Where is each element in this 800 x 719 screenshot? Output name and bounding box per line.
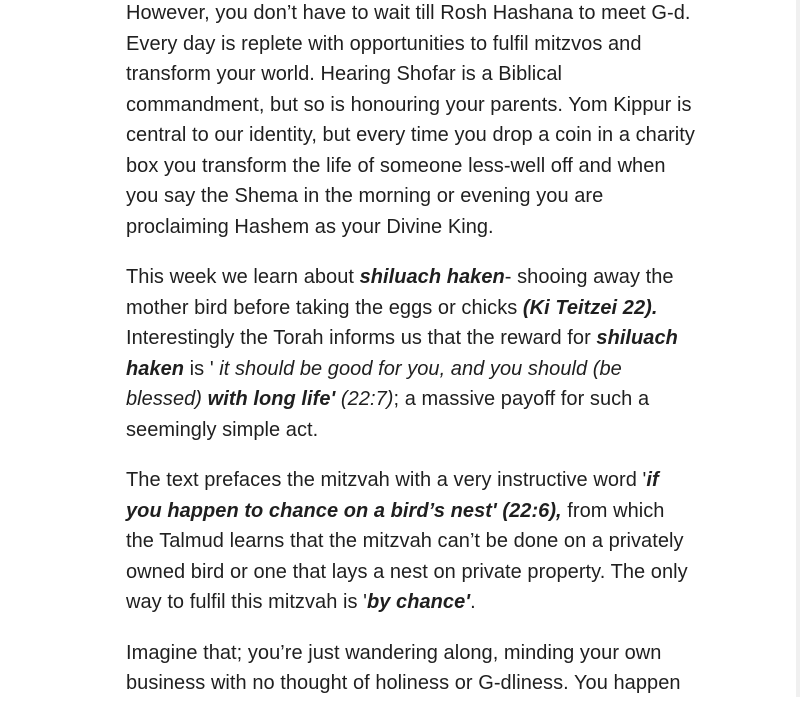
quote-birds-nest: if you happen to chance on a bird’s nest' (22:6),	[126, 469, 659, 522]
quote-reward: it should be good for you, and you should (be blessed)	[126, 357, 622, 410]
quote-long-life: with long life'	[207, 388, 336, 410]
text-run: from which the Talmud learns that the mitzvah can’t be done on a privately owned bird or one that lays a nest on private property. The only way to fulfil this mitzvah is '	[126, 499, 688, 613]
paragraph-text: Imagine that; you’re just wandering along, minding your own business with no thought of holiness or G-dliness. You happen	[126, 641, 681, 694]
citation-verse: (22:7)	[335, 388, 394, 410]
paragraph-shiluach-haken	[126, 262, 696, 445]
scrollbar[interactable]	[796, 0, 800, 697]
text-run: This week we learn about	[126, 266, 360, 288]
paragraph-imagine	[126, 638, 696, 699]
paragraph-rosh-hashana	[126, 0, 696, 242]
term-shiluach-haken: shiluach haken	[126, 327, 678, 380]
article-body	[126, 0, 696, 719]
term-shiluach-haken: shiluach haken	[359, 266, 505, 288]
text-run: .	[470, 591, 476, 613]
text-run: The text prefaces the mitzvah with a very instructive word '	[126, 469, 647, 491]
text-run: ; a massive payoff for such a seemingly simple act.	[126, 388, 650, 441]
quote-by-chance: by chance'	[367, 591, 471, 613]
text-run: - shooing away the mother bird before taking the eggs or chicks	[126, 266, 674, 319]
citation-ki-teitzei: (Ki Teitzei 22).	[522, 296, 658, 319]
paragraph-text: However, you don’t have to wait till Rosh Hashana to meet G-d. Every day is replete with opportunities to fulfil mitzvos and transform your world. Hearing Shofar is a Biblical commandment, but so is honouring your parents. Yom Kippur is central to our identity, but every time you drop a coin in a charity box you transform the life of someone less-well off and when you say the Shema in the morning or evening you are proclaiming Hashem as your Divine King.	[126, 2, 695, 238]
paragraph-by-chance	[126, 465, 696, 618]
text-run: Interestingly the Torah informs us that the reward for	[126, 327, 597, 349]
text-run: is '	[184, 357, 220, 380]
